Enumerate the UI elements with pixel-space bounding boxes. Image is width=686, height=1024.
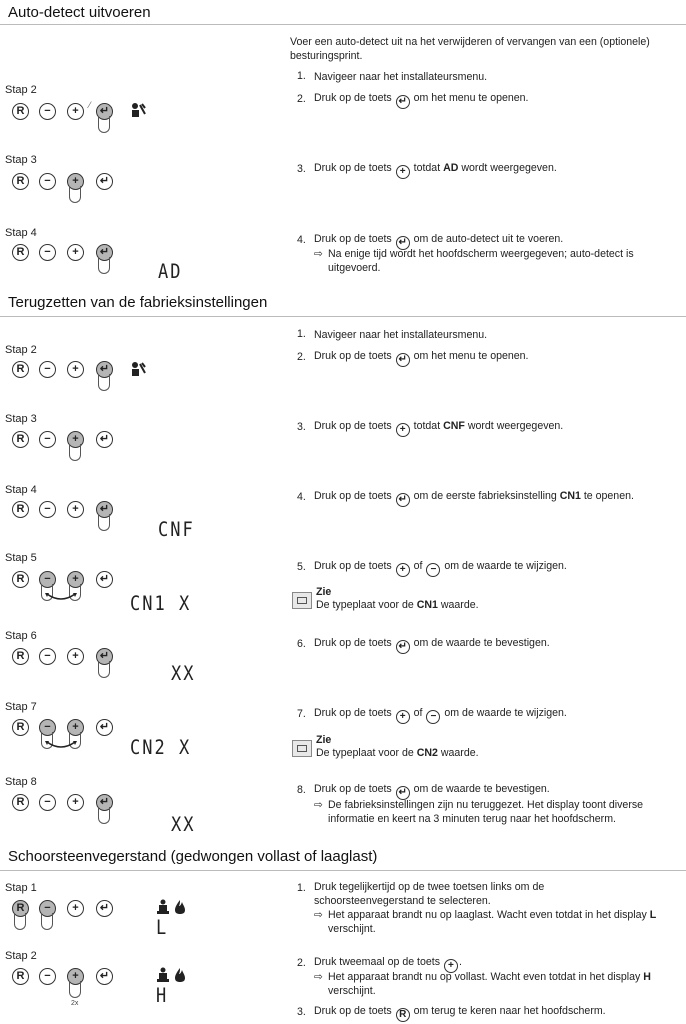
instruction-post: om het menu te openen. — [413, 92, 529, 104]
minus-key: − — [39, 571, 56, 588]
result-code: L — [649, 909, 657, 921]
instruction-code: AD — [443, 162, 459, 174]
enter-key-inline: ↵ — [396, 353, 410, 367]
instruction-post: om terug te keren naar het hoofdscherm. — [413, 1005, 606, 1017]
finger-icon — [98, 374, 110, 391]
finger-icon — [98, 116, 110, 133]
instruction-pre: Druk op de toets — [314, 233, 392, 245]
instruction-pre: Druk op de toets — [314, 92, 392, 104]
item-number: 2. — [297, 351, 306, 363]
result-pre: Het apparaat brandt nu op laaglast. Wacht even totdat in het display — [328, 909, 647, 921]
instruction-text — [314, 161, 557, 179]
press-spark-icon: ⁄ — [89, 100, 91, 110]
result-arrow-icon: ⇨ — [314, 799, 323, 811]
reset-key: R — [12, 173, 29, 190]
step-label: Stap 3 — [5, 154, 37, 166]
instruction-pre: Druk op de toets — [314, 420, 392, 432]
instruction-post: wordt weergegeven. — [461, 162, 557, 174]
enter-key: ↵ — [96, 103, 113, 120]
minus-key: − — [39, 361, 56, 378]
instruction-or: of — [413, 560, 423, 572]
result-text: De fabrieksinstellingen zijn nu teruggezet. Het display toont diverse informatie en keert na 3 minuten terug naar het hoofdscherm. — [328, 799, 644, 825]
display-readout: CNF — [158, 518, 195, 542]
display-readout: H — [156, 984, 169, 1008]
step-label: Stap 2 — [5, 950, 37, 962]
display-readout: CN1 X — [130, 592, 192, 616]
finger-icon — [41, 913, 53, 930]
plus-key-inline: + — [396, 423, 410, 437]
step-label: Stap 6 — [5, 630, 37, 642]
instruction-post: te openen. — [583, 490, 634, 502]
finger-icon — [98, 661, 110, 678]
enter-key: ↵ — [96, 968, 113, 985]
instruction-post: . — [458, 956, 462, 968]
step-label: Stap 4 — [5, 227, 37, 239]
intro-text: Voer een auto-detect uit na het verwijderen of vervangen van een (optionele) besturingsprint. — [290, 36, 650, 62]
reference-text: waarde. — [440, 747, 479, 759]
minus-key: − — [39, 431, 56, 448]
instruction-text: Navigeer naar het installateursmenu. — [314, 71, 488, 83]
toggle-arrow-icon — [44, 592, 78, 604]
reset-key: R — [12, 648, 29, 665]
plus-key-inline: + — [396, 563, 410, 577]
enter-key-inline: ↵ — [396, 95, 410, 109]
plus-key: + — [67, 968, 84, 985]
result-post: verschijnt. — [328, 923, 376, 935]
minus-key: − — [39, 968, 56, 985]
reset-key: R — [12, 794, 29, 811]
enter-key: ↵ — [96, 900, 113, 917]
plus-key-inline: + — [396, 165, 410, 179]
finger-icon — [14, 913, 26, 930]
instruction-pre: Druk op de toets — [314, 707, 392, 719]
enter-key: ↵ — [96, 794, 113, 811]
step-label: Stap 1 — [5, 882, 37, 894]
enter-key-inline: ↵ — [396, 236, 410, 250]
result-post: verschijnt. — [328, 985, 376, 997]
twice-label: 2x — [71, 1000, 79, 1007]
plus-key-inline: + — [396, 710, 410, 724]
instruction-text — [314, 349, 529, 367]
result-arrow-icon: ⇨ — [314, 909, 323, 921]
book-icon — [292, 740, 312, 757]
instruction-text: Navigeer naar het installateursmenu. — [314, 329, 488, 341]
item-number: 3. — [297, 421, 306, 433]
minus-key: − — [39, 648, 56, 665]
minus-key: − — [39, 103, 56, 120]
step-label: Stap 7 — [5, 701, 37, 713]
result-arrow-icon: ⇨ — [314, 971, 323, 983]
item-number: 1. — [297, 882, 306, 894]
item-number: 1. — [297, 328, 306, 340]
result-pre: Het apparaat brandt nu op vollast. Wacht even totdat in het display — [328, 971, 641, 983]
step-label: Stap 8 — [5, 776, 37, 788]
step-label: Stap 3 — [5, 413, 37, 425]
instruction-post: wordt weergegeven. — [467, 420, 564, 432]
instruction-pre: Druk op de toets — [314, 162, 392, 174]
plus-key: + — [67, 794, 84, 811]
section-divider — [0, 24, 686, 25]
enter-key-inline: ↵ — [396, 640, 410, 654]
instruction-post: om het menu te openen. — [413, 350, 529, 362]
instruction-post: om de auto-detect uit te voeren. — [413, 233, 564, 245]
enter-key: ↵ — [96, 431, 113, 448]
instruction-text — [314, 636, 550, 654]
step-label: Stap 2 — [5, 344, 37, 356]
item-number: 7. — [297, 708, 306, 720]
instruction-post: om de waarde te bevestigen. — [413, 637, 550, 649]
plus-key: + — [67, 173, 84, 190]
instruction-pre: Druk op de toets — [314, 637, 392, 649]
section-divider — [0, 316, 686, 317]
enter-key: ↵ — [96, 571, 113, 588]
minus-key: − — [39, 719, 56, 736]
finger-icon — [69, 444, 81, 461]
minus-key: − — [39, 173, 56, 190]
instruction-pre: Druk op de toets — [314, 490, 392, 502]
reference-text: waarde. — [440, 599, 479, 611]
instruction-mid: totdat — [413, 420, 441, 432]
instruction-text — [314, 419, 563, 437]
item-number: 6. — [297, 638, 306, 650]
minus-key-inline: − — [426, 563, 440, 577]
enter-key-inline: ↵ — [396, 786, 410, 800]
instruction-post: om de waarde te bevestigen. — [413, 783, 550, 795]
item-number: 1. — [297, 70, 306, 82]
item-number: 5. — [297, 561, 306, 573]
reset-key: R — [12, 361, 29, 378]
display-readout: AD — [158, 260, 183, 284]
instruction-code: CN1 — [559, 490, 581, 502]
reset-key: R — [12, 244, 29, 261]
reference-text: De typeplaat voor de — [316, 747, 414, 759]
instruction-code: CNF — [443, 420, 465, 432]
result-text — [328, 908, 678, 936]
instruction-text — [314, 489, 634, 507]
section-title-factory-reset: Terugzetten van de fabrieksinstellingen — [8, 294, 268, 311]
reference-note — [316, 586, 479, 612]
reset-key: R — [12, 431, 29, 448]
item-number: 2. — [297, 957, 306, 969]
chimney-sweep-icon — [156, 967, 170, 983]
result-code: H — [643, 971, 651, 983]
instruction-post: om de waarde te wijzigen. — [444, 560, 567, 572]
instruction-text — [314, 1004, 606, 1022]
plus-key: + — [67, 361, 84, 378]
item-number: 4. — [297, 491, 306, 503]
instruction-pre: Druk op de toets — [314, 783, 392, 795]
item-number: 3. — [297, 163, 306, 175]
flame-icon — [174, 899, 186, 915]
book-icon — [292, 592, 312, 609]
result-arrow-icon: ⇨ — [314, 248, 323, 260]
step-label: Stap 5 — [5, 552, 37, 564]
enter-key: ↵ — [96, 173, 113, 190]
reference-code: CN2 — [416, 747, 438, 759]
step-label: Stap 2 — [5, 84, 37, 96]
plus-key: + — [67, 719, 84, 736]
display-readout: XX — [171, 662, 196, 686]
instruction-mid: om de eerste fabrieksinstelling — [413, 490, 557, 502]
instruction-text — [314, 559, 567, 577]
reference-title: Zie — [316, 734, 332, 746]
flame-icon — [174, 967, 186, 983]
enter-key: ↵ — [96, 719, 113, 736]
toggle-arrow-icon — [44, 740, 78, 752]
enter-key-inline: ↵ — [396, 493, 410, 507]
plus-key: + — [67, 431, 84, 448]
finger-icon — [98, 807, 110, 824]
finger-icon — [69, 186, 81, 203]
instruction-pre: Druk op de toets — [314, 350, 392, 362]
plus-key: + — [67, 571, 84, 588]
finger-icon — [98, 514, 110, 531]
enter-key: ↵ — [96, 648, 113, 665]
item-number: 2. — [297, 93, 306, 105]
instruction-pre: Druk tweemaal op de toets — [314, 956, 441, 968]
plus-key: + — [67, 648, 84, 665]
item-number: 3. — [297, 1006, 306, 1018]
minus-key: − — [39, 244, 56, 261]
enter-key: ↵ — [96, 501, 113, 518]
display-readout: XX — [171, 813, 196, 837]
instruction-text: Druk tegelijkertijd op de twee toetsen links om de schoorsteenvegerstand te selecteren. — [314, 881, 545, 907]
instruction-post: om de waarde te wijzigen. — [444, 707, 567, 719]
chimney-sweep-icon — [156, 899, 170, 915]
result-text: Na enige tijd wordt het hoofdscherm weergegeven; auto-detect is uitgevoerd. — [328, 248, 634, 274]
reset-key: R — [12, 719, 29, 736]
result-text — [328, 970, 678, 998]
instruction-mid: totdat — [413, 162, 441, 174]
minus-key-inline: − — [426, 710, 440, 724]
reference-title: Zie — [316, 586, 332, 598]
reset-key: R — [12, 501, 29, 518]
reset-key: R — [12, 900, 29, 917]
display-readout: L — [156, 916, 169, 940]
item-number: 8. — [297, 784, 306, 796]
reset-key: R — [12, 571, 29, 588]
instruction-text — [314, 91, 529, 109]
plus-key: + — [67, 900, 84, 917]
reference-code: CN1 — [416, 599, 438, 611]
minus-key: − — [39, 900, 56, 917]
minus-key: − — [39, 794, 56, 811]
reference-note — [316, 734, 479, 760]
plus-key-inline: + — [444, 959, 458, 973]
item-number: 4. — [297, 234, 306, 246]
minus-key: − — [39, 501, 56, 518]
instruction-or: of — [413, 707, 423, 719]
reset-key-inline: R — [396, 1008, 410, 1022]
reference-text: De typeplaat voor de — [316, 599, 414, 611]
reset-key: R — [12, 968, 29, 985]
installer-icon — [130, 102, 146, 118]
enter-key: ↵ — [96, 361, 113, 378]
plus-key: + — [67, 501, 84, 518]
step-label: Stap 4 — [5, 484, 37, 496]
section-divider — [0, 870, 686, 871]
finger-icon — [69, 981, 81, 998]
installer-icon — [130, 361, 146, 377]
plus-key: + — [67, 244, 84, 261]
plus-key: + — [67, 103, 84, 120]
instruction-text — [314, 706, 567, 724]
instruction-pre: Druk op de toets — [314, 1005, 392, 1017]
finger-icon — [98, 257, 110, 274]
instruction-pre: Druk op de toets — [314, 560, 392, 572]
reset-key: R — [12, 103, 29, 120]
section-title-auto-detect: Auto-detect uitvoeren — [8, 4, 151, 21]
section-title-chimney-sweep: Schoorsteenvegerstand (gedwongen vollast of laaglast) — [8, 848, 378, 865]
display-readout: CN2 X — [130, 736, 192, 760]
enter-key: ↵ — [96, 244, 113, 261]
